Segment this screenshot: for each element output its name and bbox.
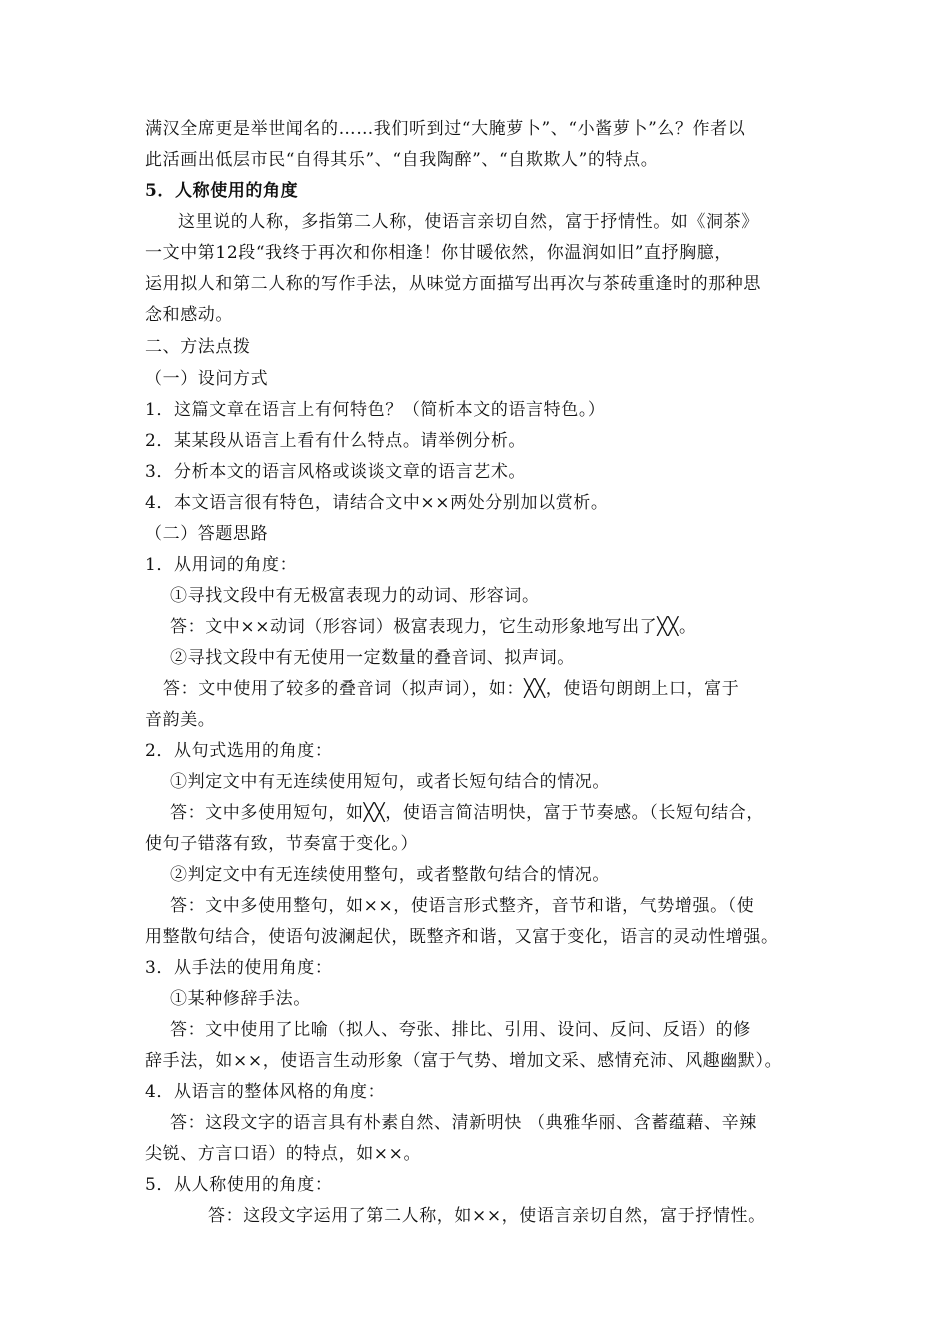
text-line: 答：这段文字的语言具有朴素自然、清新明快 （典雅华丽、含蓄蕴藉、辛辣 bbox=[170, 1113, 757, 1133]
text-line: 一文中第12段“我终于再次和你相逢！你甘暖依然，你温润如旧”直抒胸臆， bbox=[145, 243, 733, 263]
text-line: ①判定文中有无连续使用短句，或者长短句结合的情况。 bbox=[170, 772, 610, 792]
text-line: 用整散句结合，使语句波澜起伏，既整齐和谐，又富于变化，语言的灵动性增强。 bbox=[145, 927, 779, 947]
list-item: 2．某某段从语言上看有什么特点。请举例分析。 bbox=[145, 431, 527, 451]
text-line: 音韵美。 bbox=[145, 710, 216, 730]
section-heading: 二、方法点拨 bbox=[145, 337, 251, 357]
text-line: 念和感动。 bbox=[145, 305, 233, 325]
list-item: 4．本文语言很有特色，请结合文中××两处分别加以赏析。 bbox=[145, 493, 609, 513]
subsection-heading: （一）设问方式 bbox=[145, 369, 269, 389]
list-item: 2．从句式选用的角度： bbox=[145, 741, 333, 761]
text-line: 答：文中使用了较多的叠音词（拟声词），如：╳╳，使语句朗朗上口，富于 bbox=[163, 679, 740, 699]
text-line: ②寻找文段中有无使用一定数量的叠音词、拟声词。 bbox=[170, 648, 575, 668]
text-line: ①某种修辞手法。 bbox=[170, 989, 311, 1009]
text-line: 答：文中××动词（形容词）极富表现力，它生动形象地写出了╳╳。 bbox=[170, 617, 697, 637]
text-line: 答：文中使用了比喻（拟人、夸张、排比、引用、设问、反问、反语）的修 bbox=[170, 1020, 751, 1040]
text-line: 这里说的人称，多指第二人称，使语言亲切自然，富于抒情性。如《洞茶》 bbox=[178, 212, 759, 232]
list-item: 1．这篇文章在语言上有何特色？（简析本文的语言特色。） bbox=[145, 400, 606, 420]
text-line: 辞手法，如××，使语言生动形象（富于气势、增加文采、感情充沛、风趣幽默）。 bbox=[145, 1051, 783, 1071]
list-item: 3．从手法的使用角度： bbox=[145, 958, 333, 978]
section-heading: 5．人称使用的角度 bbox=[145, 181, 299, 201]
list-item: 4．从语言的整体风格的角度： bbox=[145, 1082, 386, 1102]
subsection-heading: （二）答题思路 bbox=[145, 524, 269, 544]
text-line: 满汉全席更是举世闻名的……我们听到过“大腌萝卜”、“小酱萝卜”么？作者以 bbox=[145, 119, 746, 139]
text-line: ①寻找文段中有无极富表现力的动词、形容词。 bbox=[170, 586, 540, 606]
text-line: 答：这段文字运用了第二人称，如××，使语言亲切自然，富于抒情性。 bbox=[208, 1206, 766, 1226]
list-item: 5．从人称使用的角度： bbox=[145, 1175, 333, 1195]
text-line: 尖锐、方言口语）的特点，如××。 bbox=[145, 1144, 422, 1164]
text-line: ②判定文中有无连续使用整句，或者整散句结合的情况。 bbox=[170, 865, 610, 885]
text-line: 使句子错落有致，节奏富于变化。） bbox=[145, 834, 419, 854]
text-line: 答：文中多使用短句，如╳╳，使语言简洁明快，富于节奏感。（长短句结合， bbox=[170, 803, 764, 823]
text-line: 此活画出低层市民“自得其乐”、“自我陶醉”、“自欺欺人”的特点。 bbox=[145, 150, 659, 170]
text-line: 答：文中多使用整句，如××，使语言形式整齐，音节和谐，气势增强。（使 bbox=[170, 896, 755, 916]
text-line: 运用拟人和第二人称的写作手法，从味觉方面描写出再次与茶砖重逢时的那种思 bbox=[145, 274, 761, 294]
list-item: 1．从用词的角度： bbox=[145, 555, 298, 575]
list-item: 3．分析本文的语言风格或谈谈文章的语言艺术。 bbox=[145, 462, 527, 482]
